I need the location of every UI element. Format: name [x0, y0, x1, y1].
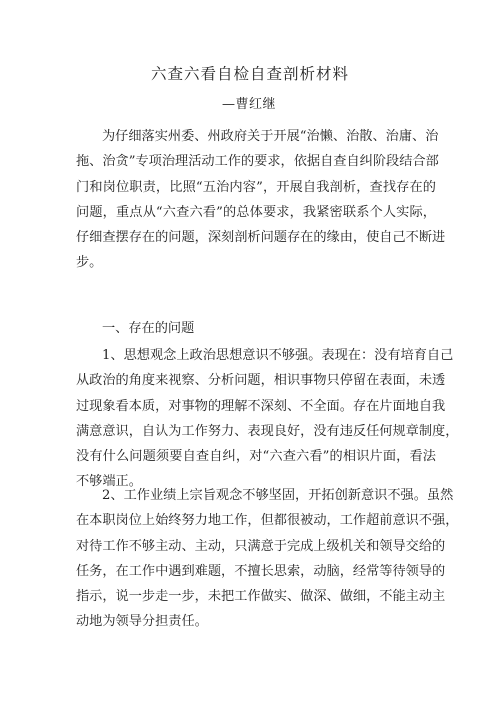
text-line: 满意意识，自认为工作努力、表现良好，没有违反任何规章制度，: [76, 423, 459, 439]
text-line: 问题，重点从“六查六看”的总体要求，我紧密联系个人实际，: [76, 204, 436, 220]
text-line: 不够端正。: [76, 474, 142, 490]
text-line: 1、思想观念上政治思想意识不够强。表现在：没有培育自己: [102, 348, 454, 363]
section-heading: 一、存在的问题: [102, 321, 195, 336]
text-line: 从政治的角度来视察、分析问题，相识事物只停留在表面，未透: [76, 373, 446, 389]
text-line: 动地为领导分担责任。: [76, 614, 208, 630]
text-line: 2、工作业绩上宗旨观念不够坚固，开拓创新意识不强。虽然: [102, 488, 454, 503]
document-author: —曹红继: [222, 97, 277, 112]
text-line: 门和岗位职责，比照“五治内容”，开展自我剖析，查找存在的: [76, 179, 436, 195]
problem-item-1: [76, 343, 459, 495]
text-line: 过现象看本质，对事物的理解不深刻、不全面。存在片面地自我: [76, 398, 446, 414]
text-line: 步。: [76, 255, 103, 271]
text-line: 为仔细落实州委、州政府关于开展“治懒、治散、治庸、治: [102, 129, 439, 144]
text-line: 仔细查摆存在的问题，深刻剖析问题存在的缘由，使自己不断进: [76, 230, 446, 246]
problem-item-2: [76, 483, 459, 635]
text-line: 指示，说一步走一步，未把工作做实、做深、做细，不能主动主: [76, 589, 446, 605]
intro-paragraph: [76, 124, 446, 276]
text-line: 对待工作不够主动、主动，只满意于完成上级机关和领导交给的: [76, 538, 446, 554]
text-line: 在本职岗位上始终努力地工作，但都很被动，工作超前意识不强，: [76, 513, 459, 529]
text-line: 任务，在工作中遇到难题，不擅长思索，动脑，经常等待领导的: [76, 563, 446, 579]
text-line: 没有什么问题须要自查自纠，对“六查六看”的相识片面，看法: [76, 449, 436, 465]
text-line: 拖、治贪”专项治理活动工作的要求，依据自查自纠阶段结合部: [76, 154, 439, 170]
document-title: 六查六看自检自查剖析材料: [150, 65, 349, 83]
